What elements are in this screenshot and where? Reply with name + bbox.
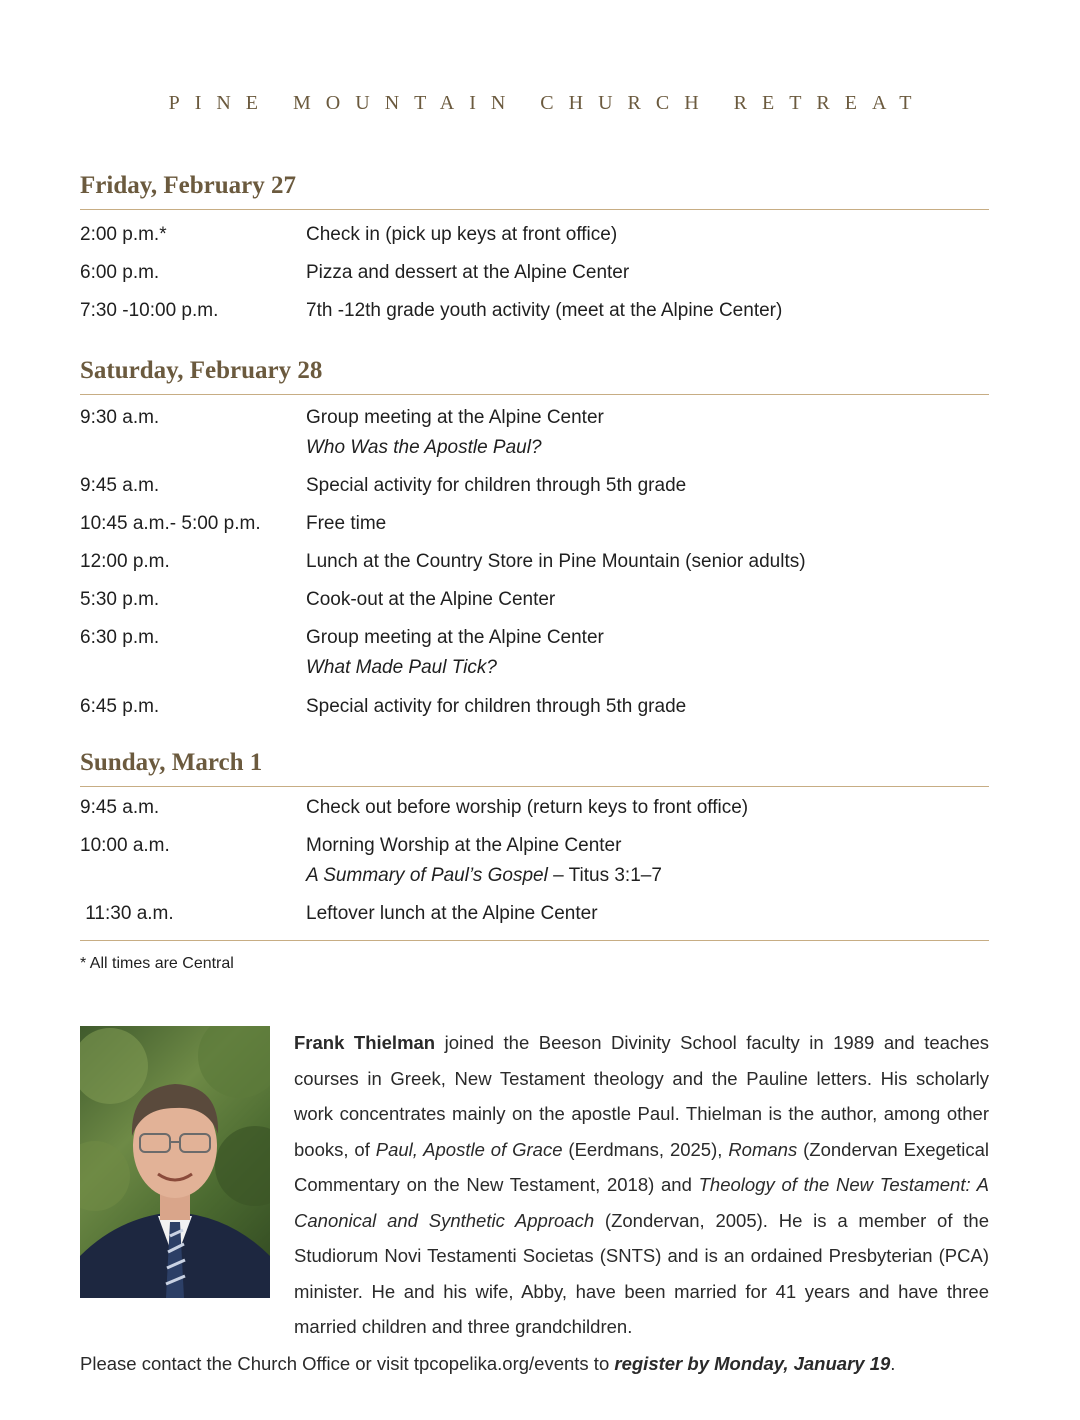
schedule-time: 6:00 p.m. [80,262,160,283]
talk-title: What Made Paul Tick? [306,657,497,678]
talk-title: A Summary of Paul’s Gospel [306,865,548,886]
schedule-description [306,403,989,463]
schedule-row [80,471,989,501]
day-divider [80,209,989,210]
schedule-description: Special activity for children through 5th grade [306,475,687,496]
bio-text: (Eerdmans, 2025), [562,1138,729,1160]
schedule-row [80,220,989,250]
schedule-row [80,403,989,463]
schedule-row [80,623,989,683]
schedule-time: 6:30 p.m. [80,627,160,648]
bio-text: (Zondervan Exegetical Commentary on the New Testament, 2018) and [294,1138,989,1195]
day-saturday [80,355,989,722]
schedule-description: Special activity for children through 5th grade [306,696,687,717]
day-friday [80,170,989,326]
bio-text: (Zondervan, 2005). He is a member of the Studiorum Novi Testamenti Societas (SNTS) and is an ordained Presbyterian (PCA) minister. He and his wife, Abby, have been married for 41 years and have three married children and three grandchildren. [294,1209,989,1337]
schedule-time: 11:30 a.m. [80,903,174,924]
schedule-row [80,585,989,615]
book-title: Romans [728,1138,798,1160]
schedule-row [80,547,989,577]
schedule-time: 2:00 p.m.* [80,224,167,245]
schedule-time: 12:00 p.m. [80,551,170,572]
schedule-row [80,296,989,326]
schedule-time: 9:45 a.m. [80,797,160,818]
event-title: Morning Worship at the Alpine Center [306,835,622,856]
schedule-time: 10:45 a.m.- 5:00 p.m. [80,513,261,534]
book-title: Theology of the New Testament: A Canonical and Synthetic Approach [294,1174,989,1231]
schedule-description: Check out before worship (return keys to front office) [306,797,749,818]
registration-note [80,1350,895,1378]
day-sunday [80,747,989,929]
speaker-name: Frank Thielman [294,1032,436,1053]
bio-text: joined the Beeson Divinity School faculty in 1989 and teaches courses in Greek, New Testament theology and the Pauline letters. His scholarly work concentrates mainly on the apostle Paul. Thielman is the author, among other books, of [294,1032,989,1160]
speaker-bio [294,1025,989,1345]
day-title: Saturday, February 28 [80,357,323,384]
retreat-header: PINE MOUNTAIN CHURCH RETREAT [168,92,927,114]
schedule-time: 5:30 p.m. [80,589,160,610]
schedule-description: Check in (pick up keys at front office) [306,224,618,245]
schedule-time: 6:45 p.m. [80,696,160,717]
schedule-row [80,899,989,929]
timezone-footnote: * All times are Central [80,955,234,972]
schedule-row [80,509,989,539]
event-title: Group meeting at the Alpine Center [306,407,604,428]
talk-title: Who Was the Apostle Paul? [306,437,542,458]
schedule-description: Pizza and dessert at the Alpine Center [306,262,630,283]
schedule-description: Free time [306,513,387,534]
day-divider [80,394,989,395]
day-divider [80,786,989,787]
schedule-description: Leftover lunch at the Alpine Center [306,903,598,924]
contact-text: Please contact the Church Office or visit tpcopelika.org/events to [80,1353,615,1374]
talk-line [306,861,989,891]
speaker-photo [80,1026,270,1298]
registration-deadline: register by Monday, January 19 [614,1353,891,1374]
speaker-portrait-illustration [80,1026,270,1298]
schedule-time: 9:30 a.m. [80,407,160,428]
book-title: Paul, Apostle of Grace [375,1138,563,1160]
schedule-description [306,831,989,891]
contact-suffix: . [890,1353,896,1374]
day-title: Friday, February 27 [80,172,296,199]
schedule-description: 7th -12th grade youth activity (meet at the Alpine Center) [306,300,783,321]
schedule-end-divider [80,940,989,941]
day-title: Sunday, March 1 [80,749,263,776]
schedule-row [80,831,989,891]
event-title: Group meeting at the Alpine Center [306,627,604,648]
schedule-description: Lunch at the Country Store in Pine Mountain (senior adults) [306,551,806,572]
schedule-time: 9:45 a.m. [80,475,160,496]
schedule-row [80,692,989,722]
schedule-row [80,258,989,288]
schedule-description [306,623,989,683]
schedule-description: Cook-out at the Alpine Center [306,589,556,610]
schedule-time: 7:30 -10:00 p.m. [80,300,219,321]
scripture-reference: – Titus 3:1–7 [547,865,662,886]
schedule-row [80,793,989,823]
schedule-time: 10:00 a.m. [80,835,170,856]
